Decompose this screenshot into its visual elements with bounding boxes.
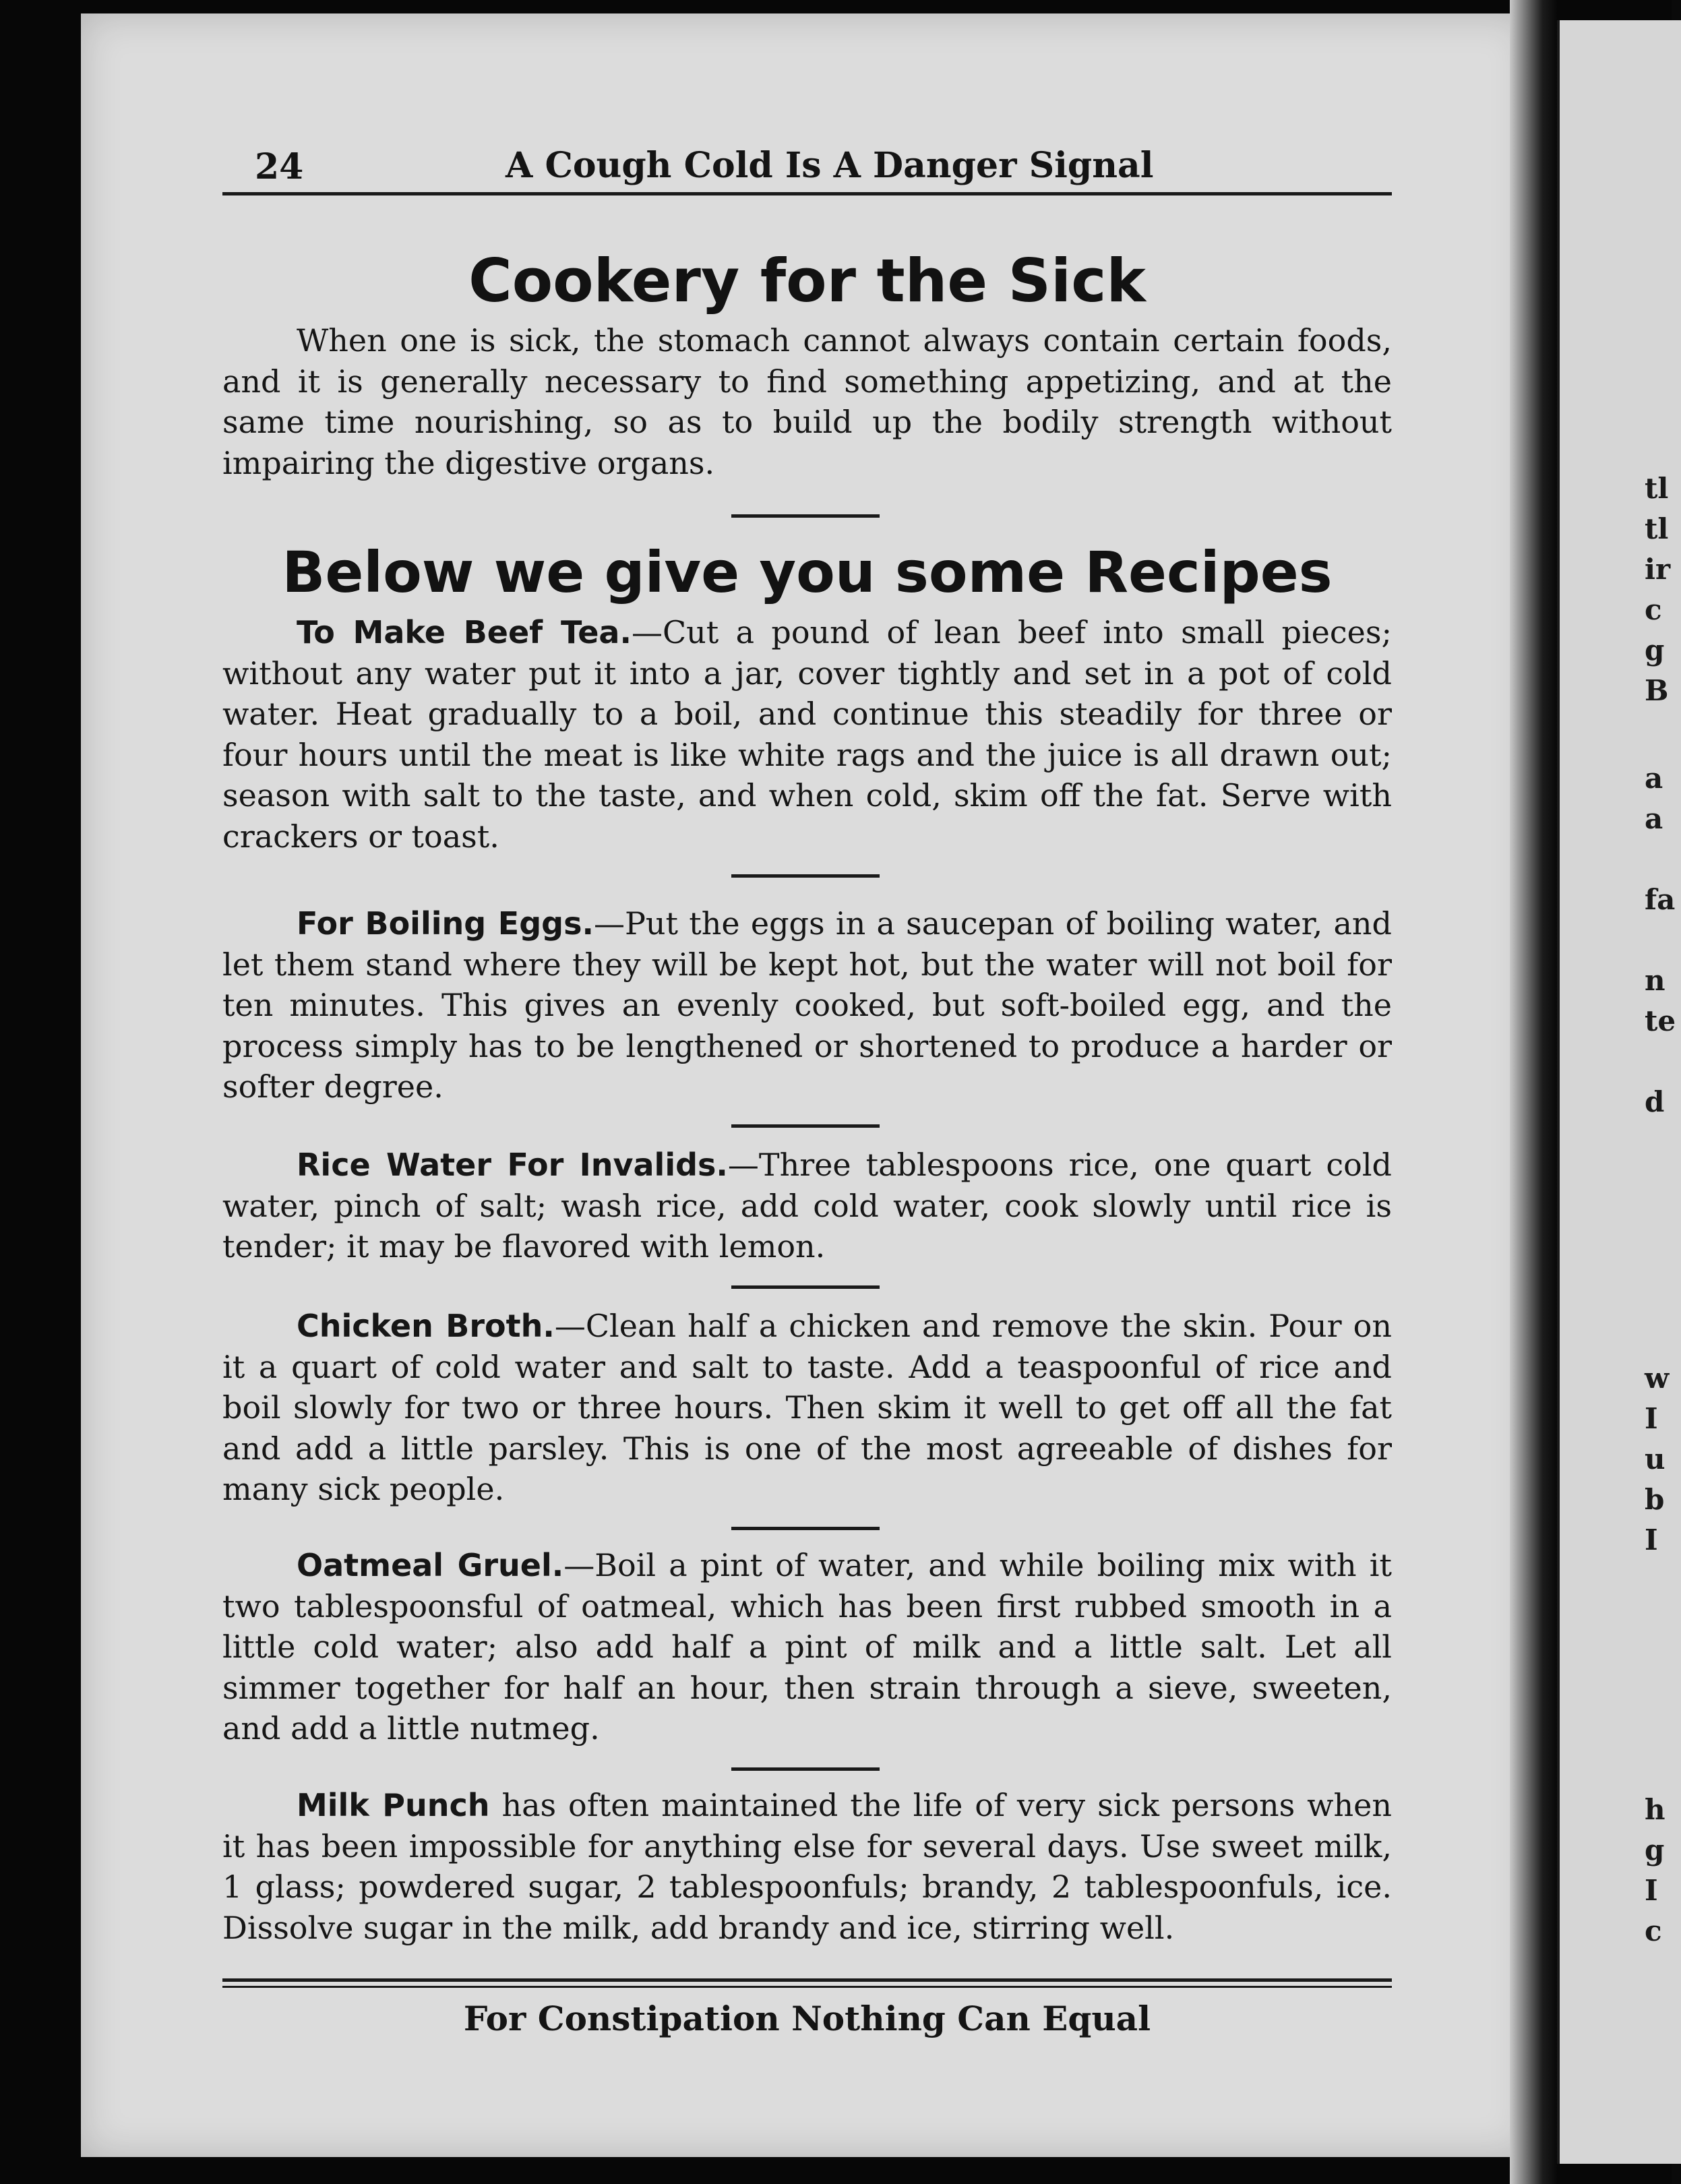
facing-page-letter: d bbox=[1645, 1085, 1665, 1118]
footer-tagline: For Constipation Nothing Can Equal bbox=[463, 1999, 1151, 2038]
facing-page-letter: a bbox=[1645, 802, 1663, 835]
recipe-name: For Boiling Eggs. bbox=[297, 905, 594, 942]
recipe-oatmeal-gruel bbox=[222, 1545, 1392, 1749]
recipe-divider bbox=[731, 1285, 880, 1289]
recipe-text: —Cut a pound of lean beef into small pieces; without any water put it into a jar, cover tightly and set in a pot of cold water. Heat gradually to a boil, and continue this steadily for three or four hours until the meat is like white rags and the juice is all drawn out; season with salt to the taste, and when cold, skim off the fat. Serve with crackers or toast. bbox=[222, 614, 1392, 855]
facing-page-letter: g bbox=[1645, 634, 1665, 667]
intro-paragraph: When one is sick, the stomach cannot always contain certain foods, and it is generally necessary to find something appetizing, and at the same time nourishing, so as to build up the bodily strength without impairing the digestive organs. bbox=[222, 322, 1392, 481]
recipe-name: Chicken Broth. bbox=[297, 1308, 555, 1344]
facing-page-letter: te bbox=[1645, 1004, 1676, 1037]
section-title-cookery: Cookery for the Sick bbox=[468, 246, 1146, 315]
page-number: 24 bbox=[255, 146, 304, 187]
facing-page-letter: tl bbox=[1645, 512, 1669, 545]
facing-page-letter: u bbox=[1645, 1443, 1665, 1476]
recipe-beef-tea bbox=[222, 612, 1392, 857]
facing-page-letter: c bbox=[1645, 1914, 1662, 1947]
section-divider bbox=[731, 514, 880, 518]
recipe-text: has often maintained the life of very sick persons when it has been impossible for anything else for several days. Use sweet milk, 1 glass; powdered sugar, 2 tablespoonfuls; brandy, 2 tablespoonfuls, ice. Dissolve sugar in the milk, add brandy and ice, stirring well. bbox=[222, 1787, 1392, 1946]
recipe-divider bbox=[731, 1767, 880, 1771]
recipe-name: Oatmeal Gruel. bbox=[297, 1547, 564, 1583]
running-title: A Cough Cold Is A Danger Signal bbox=[506, 145, 1154, 186]
facing-page-letter: n bbox=[1645, 964, 1665, 997]
recipe-name: Rice Water For Invalids. bbox=[297, 1147, 728, 1183]
recipe-name: Milk Punch bbox=[297, 1787, 490, 1823]
running-header bbox=[222, 138, 1392, 195]
recipe-text: —Put the eggs in a saucepan of boiling water, and let them stand where they will be kept hot, but the water will not boil for ten minutes. This gives an evenly cooked, but soft-boiled egg, and the process simply has to be lengthened or shortened to produce a harder or softer degree. bbox=[222, 905, 1393, 1105]
recipe-text: —Clean half a chicken and remove the skin. Pour on it a quart of cold water and salt to taste. Add a teaspoonful of rice and boil slowly for two or three hours. Then skim it well to get off all the fat and add a little parsley. This is one of the most agreeable of dishes for many sick people. bbox=[222, 1308, 1393, 1507]
recipe-divider bbox=[731, 1124, 880, 1128]
facing-page-letter: ir bbox=[1645, 553, 1671, 586]
facing-page-letter: I bbox=[1645, 1402, 1658, 1435]
facing-page-letter: fa bbox=[1645, 883, 1676, 916]
section-title-recipes: Below we give you some Recipes bbox=[282, 539, 1333, 605]
facing-page-letter: h bbox=[1645, 1793, 1665, 1826]
facing-page-letter: w bbox=[1645, 1362, 1670, 1395]
facing-page-letter: tl bbox=[1645, 472, 1669, 505]
recipe-divider bbox=[731, 874, 880, 878]
recipe-text: —Three tablespoons rice, one quart cold water, pinch of salt; wash rice, add cold water, cook slowly until rice is tender; it may be flavored with lemon. bbox=[222, 1147, 1393, 1265]
facing-page-letter: I bbox=[1645, 1874, 1658, 1907]
recipe-boiling-eggs bbox=[222, 903, 1392, 1108]
facing-page-letter: b bbox=[1645, 1483, 1665, 1516]
footer-rule bbox=[222, 1978, 1392, 1988]
recipe-milk-punch bbox=[222, 1785, 1392, 1948]
facing-page-letter: c bbox=[1645, 593, 1662, 626]
facing-page-letter: a bbox=[1645, 762, 1663, 795]
recipe-chicken-broth bbox=[222, 1306, 1392, 1510]
facing-page-letter: g bbox=[1645, 1833, 1665, 1867]
recipe-name: To Make Beef Tea. bbox=[297, 614, 632, 650]
facing-page-letter: I bbox=[1645, 1523, 1658, 1556]
book-gutter bbox=[1510, 0, 1557, 2184]
recipe-divider bbox=[731, 1527, 880, 1530]
recipe-text: —Boil a pint of water, and while boiling mix with it two tablespoonsful of oatmeal, which has been first rubbed smooth in a little cold water; also add half a pint of milk and a little salt. Let all simmer together for half an hour, then strain through a sieve, sweeten, and add a little nutmeg. bbox=[222, 1547, 1392, 1747]
facing-page-letter: B bbox=[1645, 674, 1669, 707]
recipe-rice-water bbox=[222, 1145, 1392, 1267]
